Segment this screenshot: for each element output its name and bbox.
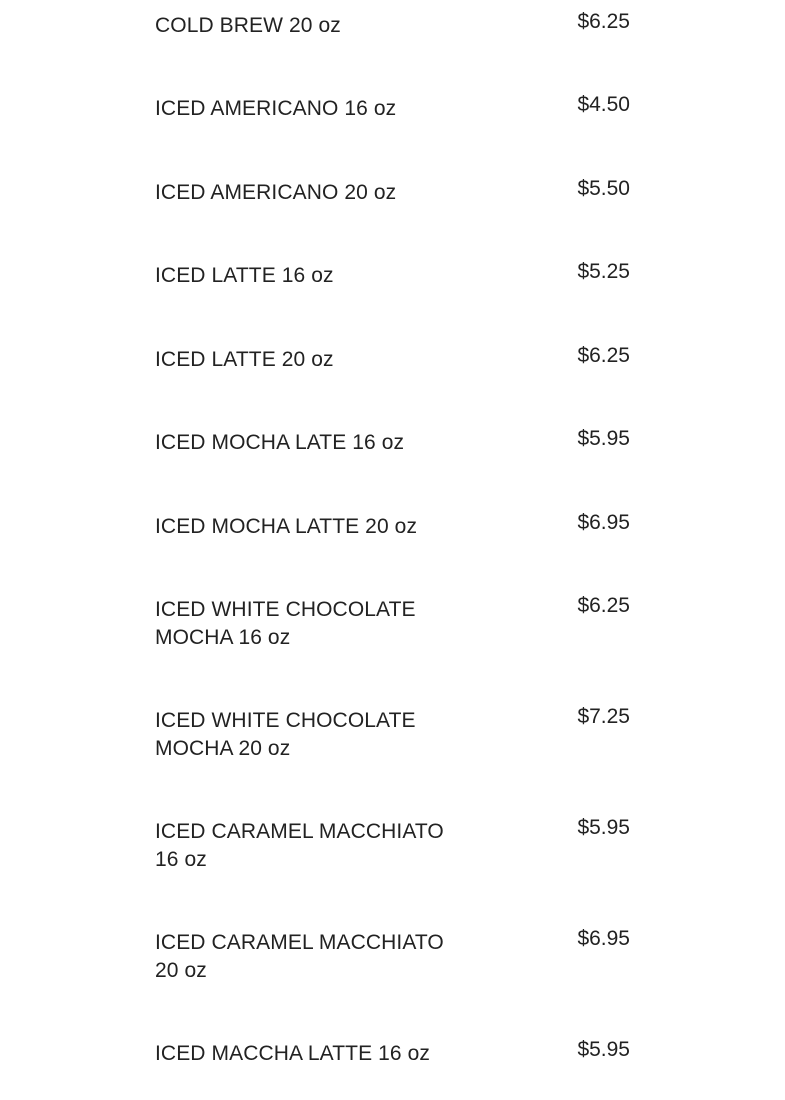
item-price: $5.25 xyxy=(577,260,630,283)
menu-item[interactable] xyxy=(155,929,630,989)
item-name: ICED MOCHA LATE 16 oz xyxy=(155,431,405,454)
menu-item[interactable] xyxy=(155,513,630,573)
item-name: ICED CARAMEL MACCHIATO 20 oz xyxy=(155,931,444,982)
menu-item[interactable] xyxy=(155,707,630,767)
item-name: ICED WHITE CHOCOLATE MOCHA 16 oz xyxy=(155,598,416,649)
item-price: $5.95 xyxy=(577,1038,630,1061)
menu-item[interactable] xyxy=(155,95,630,155)
item-price: $4.50 xyxy=(577,93,630,116)
item-price: $7.25 xyxy=(577,705,630,728)
menu-item[interactable] xyxy=(155,818,630,878)
item-price: $6.95 xyxy=(577,511,630,534)
menu-item[interactable] xyxy=(155,429,630,489)
item-name: ICED AMERICANO 16 oz xyxy=(155,97,397,120)
item-price: $5.50 xyxy=(577,177,630,200)
item-price: $6.25 xyxy=(577,10,630,33)
item-name: ICED LATTE 20 oz xyxy=(155,348,334,371)
item-name: COLD BREW 20 oz xyxy=(155,14,341,37)
menu-item[interactable] xyxy=(155,346,630,406)
item-name: ICED WHITE CHOCOLATE MOCHA 20 oz xyxy=(155,709,416,760)
item-name: ICED CARAMEL MACCHIATO 16 oz xyxy=(155,820,444,871)
menu-item[interactable] xyxy=(155,12,630,72)
menu-item[interactable] xyxy=(155,1040,630,1100)
item-price: $5.95 xyxy=(577,427,630,450)
menu-item[interactable] xyxy=(155,179,630,239)
item-price: $5.95 xyxy=(577,816,630,839)
item-price: $6.25 xyxy=(577,594,630,617)
menu-item[interactable] xyxy=(155,596,630,656)
item-name: ICED LATTE 16 oz xyxy=(155,264,334,287)
item-name: ICED AMERICANO 20 oz xyxy=(155,181,397,204)
item-price: $6.25 xyxy=(577,344,630,367)
item-name: ICED MACCHA LATTE 16 oz xyxy=(155,1042,430,1065)
item-name: ICED MOCHA LATTE 20 oz xyxy=(155,515,418,538)
item-price: $6.95 xyxy=(577,927,630,950)
menu-item[interactable] xyxy=(155,262,630,322)
